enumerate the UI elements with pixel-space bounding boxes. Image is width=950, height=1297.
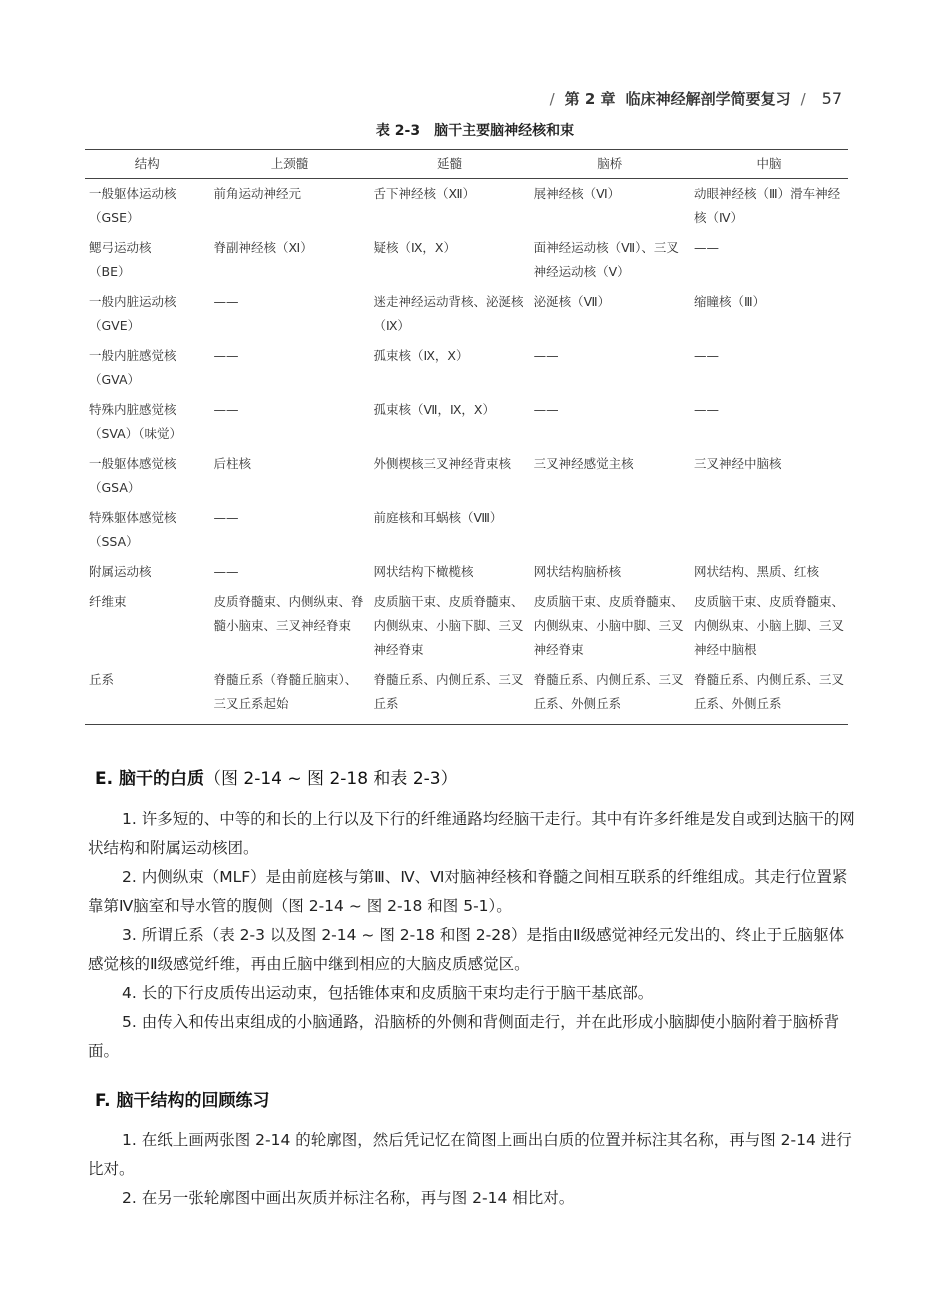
table-cell-c1: —— <box>213 510 239 525</box>
col-header-midbrain: 中脑 <box>690 150 848 179</box>
table-row <box>85 233 848 287</box>
row-structure-label-part: 特殊躯体感觉核 <box>89 510 177 525</box>
header-slash-left: / <box>549 90 555 108</box>
row-structure-label <box>85 341 210 395</box>
table-row <box>85 449 848 503</box>
row-structure-label-part: （SVA）（味觉） <box>89 426 182 441</box>
row-structure-label <box>85 233 210 287</box>
table-cell-c1: 脊副神经核（Ⅺ） <box>213 240 313 255</box>
table-cell-c2: 前庭核和耳蜗核（Ⅷ） <box>373 510 503 525</box>
row-structure-label-part: 丘系 <box>89 672 115 687</box>
row-structure-label-part: 鳃弓运动核 <box>89 240 152 255</box>
nuclei-table <box>85 149 848 725</box>
page-number: 57 <box>821 89 842 108</box>
table-row <box>85 287 848 341</box>
row-structure-label-part: 一般内脏运动核 <box>89 294 177 309</box>
row-structure-label-part: 一般躯体运动核 <box>89 186 177 201</box>
table-cell-c3: —— <box>533 402 559 417</box>
table-cell-c1: 脊髓丘系（脊髓丘脑束）、三叉丘系起始 <box>210 665 370 725</box>
table-cell-c3: 脊髓丘系、内侧丘系、三叉丘系、外侧丘系 <box>530 665 690 725</box>
table-cell-c3: 展神经核（Ⅵ） <box>533 186 621 201</box>
table-cell-c4: 三叉神经中脑核 <box>693 456 782 471</box>
page-header <box>550 88 842 109</box>
row-structure-label <box>85 179 210 234</box>
table-cell-c4: 网状结构、黑质、红核 <box>693 564 819 579</box>
table-cell-c1: —— <box>213 294 239 309</box>
col-header-upper-cervical: 上颈髓 <box>210 150 370 179</box>
table-cell-c1: 皮质脊髓束、内侧纵束、脊髓小脑束、三叉神经脊束 <box>213 594 364 633</box>
table-cell-c3: —— <box>533 348 559 363</box>
table-cell-c2: 舌下神经核（Ⅻ） <box>373 186 476 201</box>
row-structure-label-part: （GVE） <box>89 318 141 333</box>
row-structure-label-part: 一般内脏感觉核 <box>89 348 177 363</box>
table-cell-c3: 面神经运动核（Ⅶ）、三叉神经运动核（Ⅴ） <box>533 240 679 279</box>
table-cell-c4: —— <box>693 240 719 255</box>
row-structure-label-part: 纤维束 <box>89 594 127 609</box>
section-f-title: 脑干结构的回顾练习 <box>116 1091 270 1111</box>
table-cell-c2: 孤束核（Ⅸ，Ⅹ） <box>373 348 469 363</box>
row-structure-label <box>85 503 210 557</box>
table-header-row <box>85 150 848 179</box>
table-row <box>85 395 848 449</box>
table-cell-c2: 疑核（Ⅸ，Ⅹ） <box>373 240 456 255</box>
section-f-heading <box>95 1086 270 1111</box>
table-cell-c1: 后柱核 <box>213 456 252 471</box>
table-body <box>85 179 848 725</box>
row-structure-label-part: （GVA） <box>89 372 140 387</box>
section-f-paragraph-2: 2. 在另一张轮廓图中画出灰质并标注名称，再与图 2-14 相比对。 <box>122 1188 575 1207</box>
section-e-paragraph-1: 1. 许多短的、中等的和长的上行以及下行的纤维通路均经脑干走行。其中有许多纤维是发自或到达脑干的网状结构和附属运动核团。 <box>88 809 855 857</box>
row-structure-label <box>85 287 210 341</box>
section-e-ref: （图 2-14 ~ 图 2-18 和表 2-3） <box>204 769 458 789</box>
table-cell-c4: 动眼神经核（Ⅲ）滑车神经核（Ⅳ） <box>693 186 841 225</box>
table-cell-c2: 脊髓丘系、内侧丘系、三叉丘系 <box>369 665 529 725</box>
table-cell-c4: 皮质脑干束、皮质脊髓束、内侧纵束、小脑上脚、三叉神经中脑根 <box>693 594 844 657</box>
section-e-paragraph-2: 2. 内侧纵束（MLF）是由前庭核与第Ⅲ、Ⅳ、Ⅵ对脑神经核和脊髓之间相互联系的纤维组成。其走行位置紧靠第Ⅳ脑室和导水管的腹侧（图 2-14 ~ 图 2-18 和图 5-1）。 <box>88 867 848 915</box>
row-structure-label <box>85 557 210 587</box>
table-cell-c1: —— <box>213 402 239 417</box>
table-cell-c4: 脊髓丘系、内侧丘系、三叉丘系、外侧丘系 <box>690 665 848 725</box>
table-cell-c2: 网状结构下橄榄核 <box>373 564 474 579</box>
section-f-letter: F. <box>95 1091 111 1111</box>
table-cell-c2: 迷走神经运动背核、泌涎核（Ⅸ） <box>373 294 524 333</box>
table-cell-c4: 缩瞳核（Ⅲ） <box>693 294 766 309</box>
table-cell-c3: 泌涎核（Ⅶ） <box>533 294 611 309</box>
table-cell-c4: —— <box>693 402 719 417</box>
row-structure-label <box>85 395 210 449</box>
table-cell-c4 <box>690 503 848 557</box>
row-structure-label <box>85 665 210 725</box>
chapter-number: 第 2 章 <box>564 90 616 108</box>
section-e-paragraph-4: 4. 长的下行皮质传出运动束，包括锥体束和皮质脑干束均走行于脑干基底部。 <box>122 983 654 1002</box>
table-cell-c3 <box>530 503 690 557</box>
col-header-pons: 脑桥 <box>530 150 690 179</box>
row-structure-label-part: 附属运动核 <box>89 564 152 579</box>
table-cell-c2: 外侧楔核三叉神经背束核 <box>373 456 511 471</box>
chapter-title: 临床神经解剖学简要复习 <box>625 90 791 108</box>
section-e-paragraph-3: 3. 所谓丘系（表 2-3 以及图 2-14 ~ 图 2-18 和图 2-28）是指由Ⅱ级感觉神经元发出的、终止于丘脑躯体感觉核的Ⅱ级感觉纤维，再由丘脑中继到相应的大脑皮质感觉区。 <box>88 925 845 973</box>
col-header-structure: 结构 <box>85 150 210 179</box>
section-e-title: 脑干的白质 <box>119 769 204 789</box>
row-structure-label-part: （GSA） <box>89 480 141 495</box>
section-e-heading <box>95 764 458 789</box>
col-header-medulla: 延髓 <box>369 150 529 179</box>
table-row <box>85 179 848 234</box>
table-cell-c3: 网状结构脑桥核 <box>533 564 622 579</box>
table-row <box>85 665 848 725</box>
table-cell-c3: 皮质脑干束、皮质脊髓束、内侧纵束、小脑中脚、三叉神经脊束 <box>533 594 684 657</box>
table-cell-c4: —— <box>693 348 719 363</box>
section-e-paragraph-5: 5. 由传入和传出束组成的小脑通路，沿脑桥的外侧和背侧面走行，并在此形成小脑脚使小脑附着于脑桥背面。 <box>88 1012 840 1060</box>
row-structure-label-part: （BE） <box>89 264 131 279</box>
section-f-paragraph-1: 1. 在纸上画两张图 2-14 的轮廓图，然后凭记忆在简图上画出白质的位置并标注其名称，再与图 2-14 进行比对。 <box>88 1130 852 1178</box>
row-structure-label-part: （GSE） <box>89 210 140 225</box>
table-row <box>85 557 848 587</box>
table-cell-c1: —— <box>213 348 239 363</box>
table-row <box>85 503 848 557</box>
header-slash-right: / <box>800 90 806 108</box>
row-structure-label <box>85 587 210 665</box>
row-structure-label <box>85 449 210 503</box>
table-cell-c3: 三叉神经感觉主核 <box>533 456 634 471</box>
table-cell-c2: 孤束核（Ⅶ，Ⅸ，Ⅹ） <box>373 402 495 417</box>
table-row <box>85 587 848 665</box>
row-structure-label-part: 特殊内脏感觉核 <box>89 402 177 417</box>
table-row <box>85 341 848 395</box>
table-cell-c1: —— <box>213 564 239 579</box>
table-cell-c2: 皮质脑干束、皮质脊髓束、内侧纵束、小脑下脚、三叉神经脊束 <box>373 594 524 657</box>
row-structure-label-part: 一般躯体感觉核 <box>89 456 177 471</box>
table-caption: 表 2-3 脑干主要脑神经核和束 <box>375 123 575 139</box>
section-e-letter: E. <box>95 769 114 789</box>
table-cell-c1: 前角运动神经元 <box>213 186 302 201</box>
row-structure-label-part: （SSA） <box>89 534 139 549</box>
